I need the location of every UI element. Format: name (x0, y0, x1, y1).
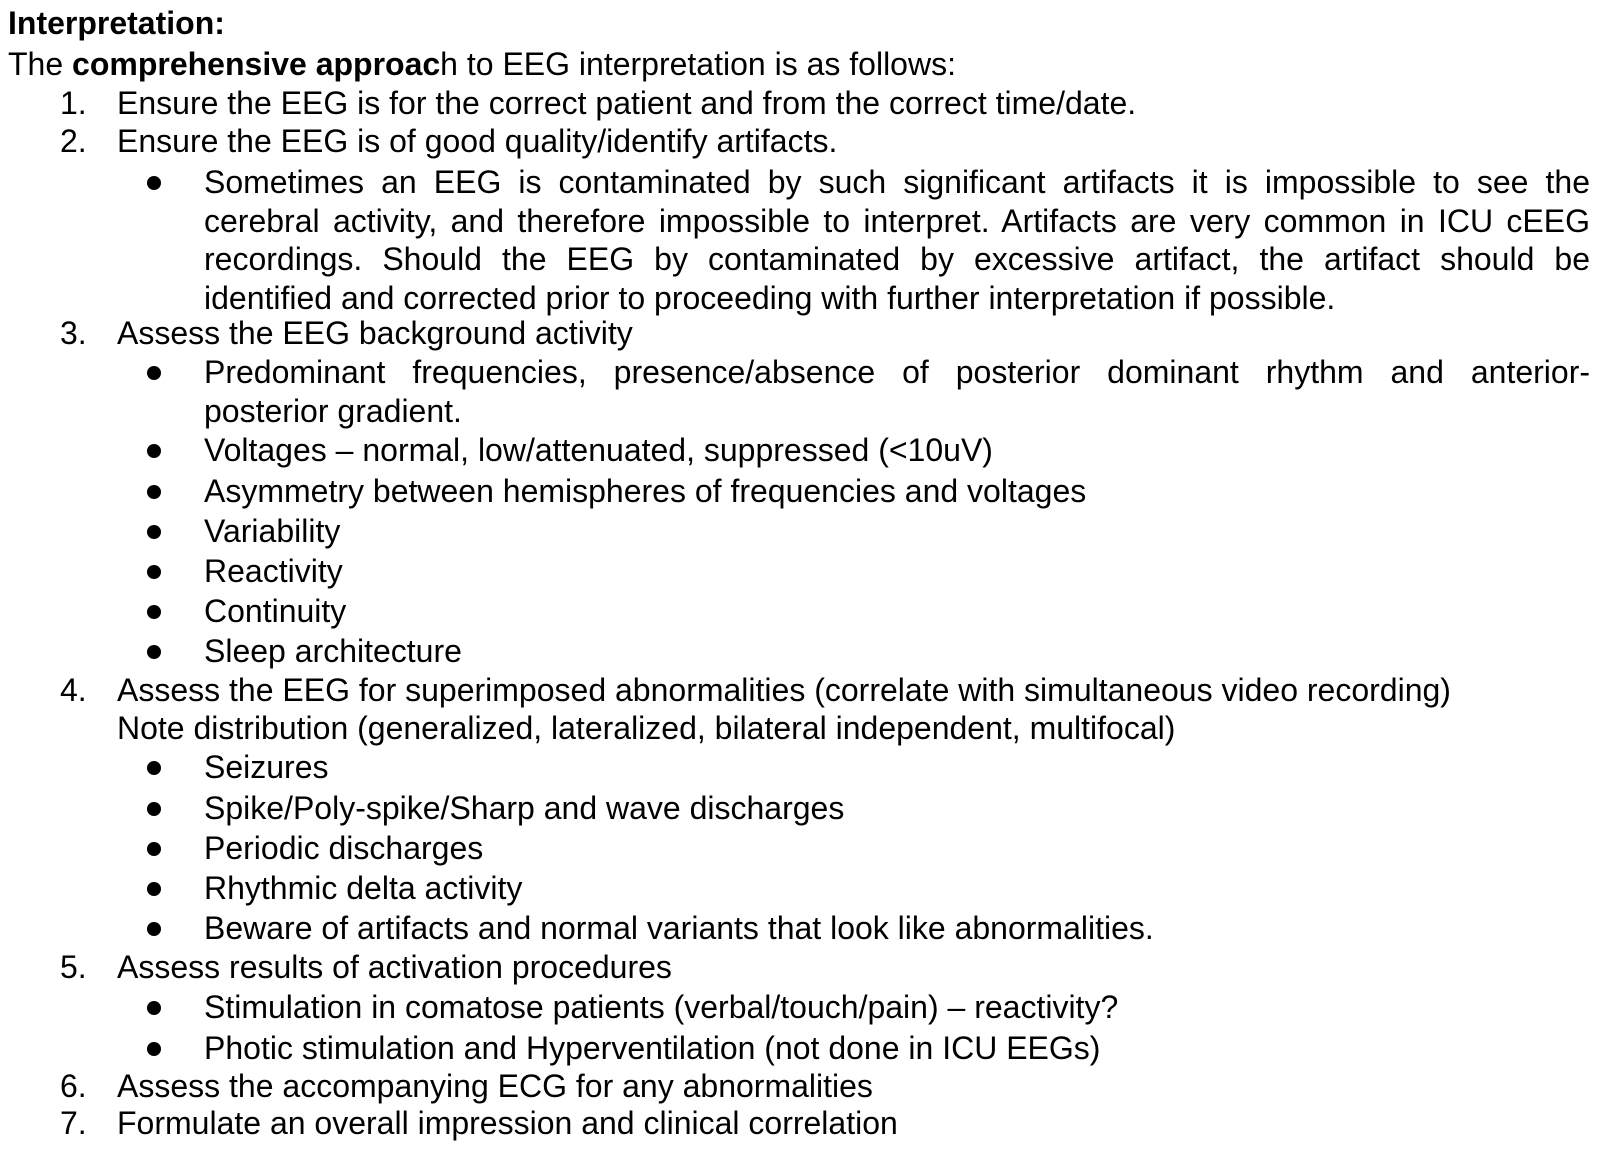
bullet-text: Photic stimulation and Hyperventilation (not done in ICU EEGs) (204, 1030, 1101, 1066)
bullet-text: Voltages – normal, low/attenuated, suppressed (<10uV) (204, 432, 993, 468)
step-number: 6. (60, 1068, 87, 1104)
bullet-dot (147, 565, 161, 579)
intro-bold-phrase: comprehensive approac (72, 46, 441, 82)
bullet-text: Periodic discharges (204, 830, 484, 866)
bullet-dot (147, 922, 161, 936)
step-number: 4. (60, 672, 87, 708)
bullet-dot (147, 1042, 161, 1056)
bullet-dot (147, 525, 161, 539)
paragraph-line: posterior gradient. (204, 392, 462, 429)
bullet-dot (147, 366, 161, 380)
step-text: Assess the EEG for superimposed abnormalities (correlate with simultaneous video recording) (117, 672, 1451, 708)
step-text: Assess results of activation procedures (117, 949, 672, 985)
step-text: Formulate an overall impression and clinical correlation (117, 1105, 898, 1141)
bullet-dot (147, 485, 161, 499)
step-number: 5. (60, 949, 87, 985)
step-number: 3. (60, 315, 87, 351)
intro-suffix: h to EEG interpretation is as follows: (440, 46, 956, 82)
paragraph-line: identified and corrected prior to proceeding with further interpretation if possible. (204, 279, 1336, 316)
bullet-dot (147, 761, 161, 775)
section-heading: Interpretation: (8, 5, 225, 41)
bullet-text: Stimulation in comatose patients (verbal/touch/pain) – reactivity? (204, 989, 1119, 1025)
bullet-dot (147, 802, 161, 816)
step-text: Assess the accompanying ECG for any abnormalities (117, 1068, 873, 1104)
intro-prefix: The (8, 46, 73, 82)
bullet-text: Spike/Poly-spike/Sharp and wave discharges (204, 790, 845, 826)
paragraph-line: recordings. Should the EEG by contaminated by excessive artifact, the artifact should be (204, 241, 1590, 277)
paragraph-line: Sometimes an EEG is contaminated by such significant artifacts it is impossible to see the (204, 164, 1590, 200)
step-note: Note distribution (generalized, lateralized, bilateral independent, multifocal) (117, 710, 1176, 746)
bullet-text: Asymmetry between hemispheres of frequencies and voltages (204, 473, 1087, 509)
bullet-dot (147, 1001, 161, 1015)
bullet-paragraph (204, 353, 1590, 430)
bullet-text: Continuity (204, 593, 347, 629)
bullet-dot (147, 176, 161, 190)
bullet-text: Variability (204, 513, 341, 549)
bullet-dot (147, 842, 161, 856)
bullet-text: Sleep architecture (204, 633, 462, 669)
paragraph-line: Predominant frequencies, presence/absence of posterior dominant rhythm and anterior- (204, 354, 1590, 390)
bullet-text: Seizures (204, 749, 329, 785)
bullet-dot (147, 882, 161, 896)
bullet-dot (147, 605, 161, 619)
step-text: Ensure the EEG is of good quality/identify artifacts. (117, 123, 838, 159)
bullet-dot (147, 444, 161, 458)
paragraph-line: cerebral activity, and therefore impossible to interpret. Artifacts are very common in ICU cEEG (204, 202, 1590, 239)
step-text: Assess the EEG background activity (117, 315, 633, 351)
step-number: 2. (60, 123, 87, 159)
intro-sentence (8, 45, 956, 83)
step-number: 7. (60, 1105, 87, 1141)
step-text: Ensure the EEG is for the correct patient and from the correct time/date. (117, 85, 1137, 121)
step-number: 1. (60, 85, 87, 121)
bullet-text: Rhythmic delta activity (204, 870, 523, 906)
bullet-text: Beware of artifacts and normal variants that look like abnormalities. (204, 910, 1154, 946)
bullet-text: Reactivity (204, 553, 343, 589)
bullet-dot (147, 645, 161, 659)
bullet-paragraph (204, 163, 1590, 317)
